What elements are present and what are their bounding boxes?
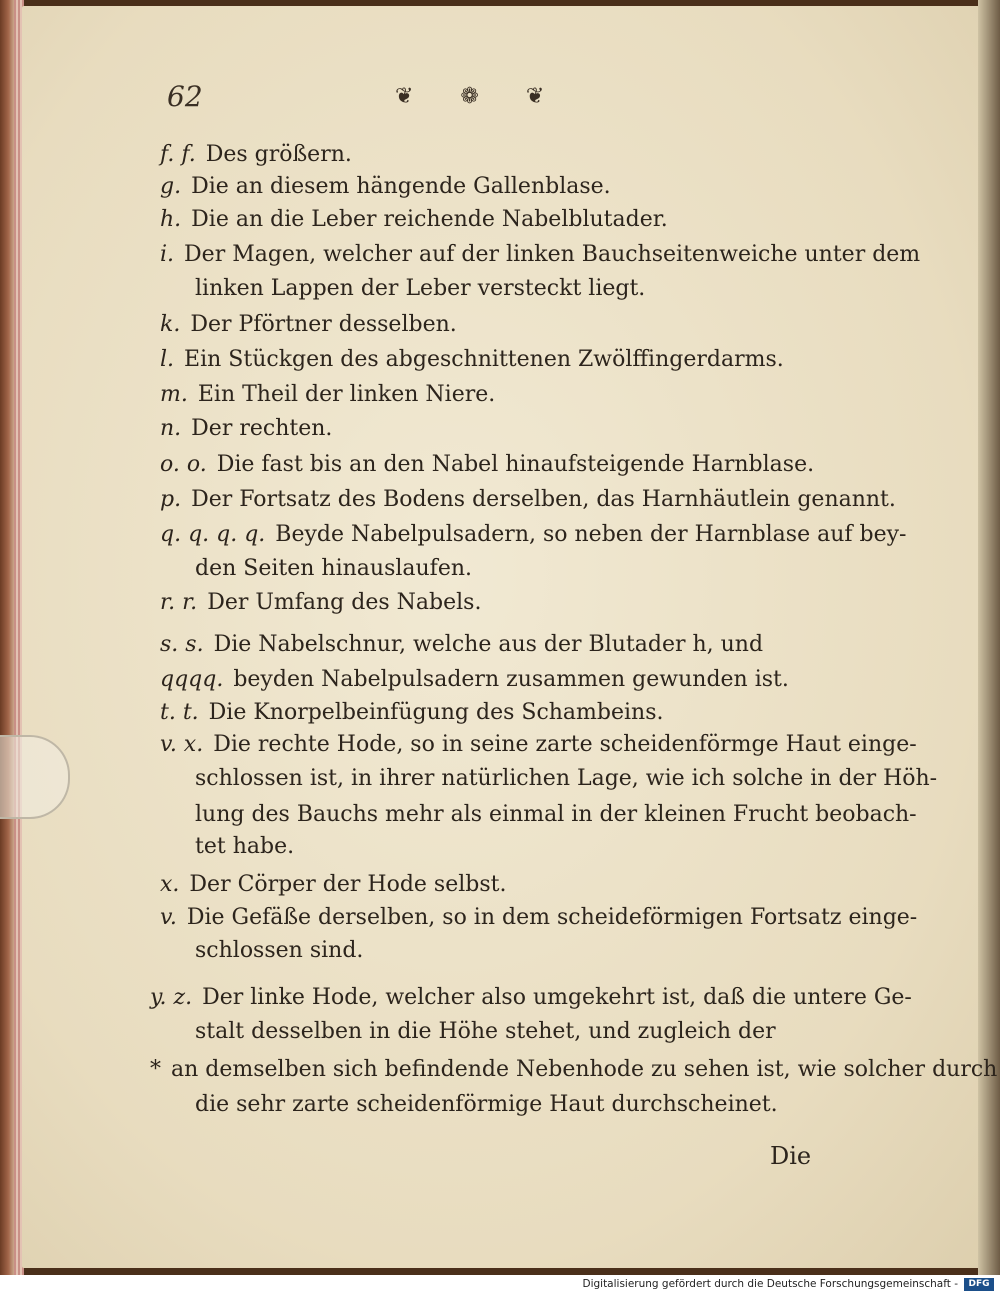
- text-line: [160, 140, 352, 170]
- line-text: Die an diesem hängende Gallenblase.: [191, 174, 611, 199]
- ornament-icon: ❦ ❁ ❦: [395, 84, 565, 109]
- line-label: h.: [160, 207, 182, 232]
- line-text: an demselben sich befindende Nebenhode zu sehen ist, wie solcher durch: [171, 1057, 998, 1082]
- line-text: Der Cörper der Hode selbst.: [189, 872, 507, 897]
- text-line: [160, 588, 481, 618]
- text-line: [195, 764, 937, 794]
- line-label: s. s.: [160, 632, 204, 657]
- line-text: tet habe.: [195, 834, 295, 859]
- text-line: [160, 310, 457, 340]
- text-line: [160, 665, 789, 695]
- book-binding: [0, 0, 14, 1275]
- line-text: Der rechten.: [191, 416, 333, 441]
- line-text: Ein Stückgen des abgeschnittenen Zwölffingerdarms.: [184, 347, 784, 372]
- text-line: [160, 870, 506, 900]
- line-text: Ein Theil der linken Niere.: [197, 382, 496, 407]
- line-text: Die Knorpelbeinfügung des Schambeins.: [208, 700, 664, 725]
- dfg-logo-icon: DFG: [964, 1278, 994, 1291]
- line-label: t. t.: [160, 700, 199, 725]
- line-text: Die rechte Hode, so in seine zarte scheidenförmge Haut einge-: [213, 732, 917, 757]
- text-line: [195, 800, 917, 830]
- line-text: Der Fortsatz des Bodens derselben, das Harnhäutlein genannt.: [191, 487, 896, 512]
- line-label: q. q. q. q.: [160, 522, 266, 547]
- line-label: g.: [160, 174, 182, 199]
- text-line: [160, 172, 611, 202]
- text-line: [160, 485, 896, 515]
- page-number: 62: [167, 80, 203, 113]
- text-line: [150, 1055, 997, 1085]
- line-text: Beyde Nabelpulsadern, so neben der Harnblase auf bey-: [275, 522, 907, 547]
- text-line: [160, 730, 917, 760]
- text-line: [160, 414, 332, 444]
- footer-bar: [0, 1275, 1000, 1295]
- line-text: Des größern.: [205, 142, 352, 167]
- line-label: y. z.: [150, 985, 193, 1010]
- line-label: l.: [160, 347, 175, 372]
- line-text: Der Magen, welcher auf der linken Bauchseitenweiche unter dem: [184, 242, 921, 267]
- line-label: f. f.: [160, 142, 196, 167]
- text-line: [160, 520, 907, 550]
- text-line: [160, 380, 495, 410]
- text-line: [160, 698, 664, 728]
- line-text: Der linke Hode, welcher also umgekehrt ist, daß die untere Ge-: [202, 985, 912, 1010]
- line-label: n.: [160, 416, 182, 441]
- line-text: lung des Bauchs mehr als einmal in der kleinen Frucht beobach-: [195, 802, 917, 827]
- line-label: v. x.: [160, 732, 204, 757]
- line-label: *: [150, 1057, 161, 1082]
- line-text: Der Pförtner desselben.: [190, 312, 457, 337]
- line-text: Die an die Leber reichende Nabelblutader.: [191, 207, 668, 232]
- line-text: schlossen sind.: [195, 938, 364, 963]
- line-text: beyden Nabelpulsadern zusammen gewunden ist.: [233, 667, 789, 692]
- line-text: stalt desselben in die Höhe stehet, und zugleich der: [195, 1019, 776, 1044]
- text-line: [160, 903, 917, 933]
- line-label: m.: [160, 382, 188, 407]
- line-text: Die Nabelschnur, welche aus der Blutader h, und: [213, 632, 764, 657]
- line-label: o. o.: [160, 452, 207, 477]
- line-text: die sehr zarte scheidenförmige Haut durchscheinet.: [195, 1092, 778, 1117]
- page-header: [145, 80, 625, 120]
- text-line: [195, 936, 363, 966]
- line-text: Die fast bis an den Nabel hinaufsteigende Harnblase.: [216, 452, 815, 477]
- text-line: [195, 554, 472, 584]
- catchword: Die: [770, 1142, 812, 1170]
- text-line: [160, 205, 668, 235]
- text-line: [160, 450, 814, 480]
- text-line: [160, 630, 763, 660]
- funding-notice: Digitalisierung gefördert durch die Deutsche Forschungsgemeinschaft -: [582, 1278, 958, 1290]
- line-label: qqqq.: [160, 667, 224, 692]
- text-line: [195, 1017, 776, 1047]
- line-text: linken Lappen der Leber versteckt liegt.: [195, 276, 646, 301]
- text-line: [195, 832, 294, 862]
- text-line: [160, 345, 784, 375]
- line-label: r. r.: [160, 590, 198, 615]
- line-text: den Seiten hinauslaufen.: [195, 556, 473, 581]
- text-line: [160, 240, 920, 270]
- line-label: k.: [160, 312, 181, 337]
- line-label: p.: [160, 487, 182, 512]
- line-text: schlossen ist, in ihrer natürlichen Lage, wie ich solche in der Höh-: [195, 766, 938, 791]
- text-line: [195, 274, 645, 304]
- line-label: i.: [160, 242, 175, 267]
- line-label: x.: [160, 872, 180, 897]
- line-text: Die Gefäße derselben, so in dem scheideförmigen Fortsatz einge-: [186, 905, 918, 930]
- line-text: Der Umfang des Nabels.: [207, 590, 482, 615]
- text-line: [150, 983, 912, 1013]
- text-line: [195, 1090, 778, 1120]
- line-label: v.: [160, 905, 177, 930]
